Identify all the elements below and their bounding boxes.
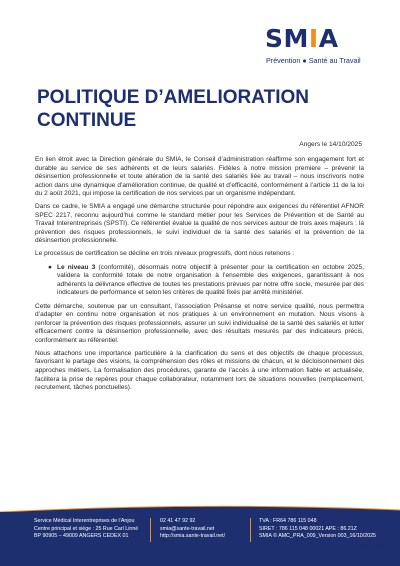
bullet-icon: ● bbox=[48, 263, 52, 271]
document-date: Angers le 14/10/2025 bbox=[299, 141, 362, 148]
footer-address: Service Médical Interentreprises de l’Anjou Centre principal et siège : 25 Rue Carl Linné BP 90905 – 49009 ANGERS CEDEX 01 bbox=[34, 518, 139, 540]
footer-divider bbox=[150, 518, 151, 542]
list-item bbox=[48, 263, 364, 298]
footer-legal: TVA : FR64 786 115 048 SIRET : 786 115 048 00021 APE : 86.21Z SMIA © AMC_PRA_009_Version 003_16/10/2025 bbox=[259, 518, 376, 540]
footer-divider bbox=[250, 518, 251, 542]
list-item-text: (conformité), désormais notre objectif à présenter pour la certification en octobre 2025, validera la conformité totale de notre organisation à l’ensemble des exigences, garantissant à nos adhérents la délivrance effective de toutes les prestations prévues par notre offre socle, mesurée par des indicateurs de performance et selon les critères de qualité fixés par arrêté ministériel. bbox=[57, 263, 364, 297]
list-item-bold: Le niveau 3 bbox=[57, 263, 96, 271]
logo-wordmark: SMIA bbox=[265, 24, 339, 53]
paragraph: En lien étroit avec la Direction générale du SMIA, le Conseil d’administration réaffirme son engagement fort et durable au service de ses adhérents et de leurs salariés. Fidèles à notre mission première – prévenir la désinsertion professionnelle et toute altération de la santé des salariés liée au travail – nous inscrivons notre action dans une dynamique d’amélioration continue, de qualité et d’efficacité, conformément à l’article 11 de la loi du 2 août 2021, qui impose la certification de nos services par un organisme indépendant. bbox=[35, 156, 364, 198]
document-title: POLITIQUE D’AMELIORATION CONTINUE bbox=[37, 87, 309, 131]
certification-level-list bbox=[35, 264, 364, 298]
paragraph: Cette démarche, soutenue par un consultant, l’association Présanse et notre service qualité, nous permettra d’adapter en continu notre organisation et nos pratiques à un environnement en mutation. Nous visons à renforcer la prévention des risques professionnels, assurer un suivi individualisé de la santé des salariés et lutter efficacement contre la désinsertion professionnelle, avec des résultats mesurés par des indicateurs précis, conformément au référentiel. bbox=[35, 302, 364, 344]
paragraph: Nous attachons une importance particulière à la clarification du sens et des objectifs de chaque processus, favorisant le partage des visions, la compréhension des rôles et missions de chacun, et le décloisonnement des approches métiers. La formalisation des procédures, garante de l’accès à une information fiable et actualisée, facilitera la prise de repères pour chaque collaborateur, notamment lors de situations nouvelles (remplacement, recrutement, tâches ponctuelles). bbox=[35, 349, 364, 392]
footer-phone: 02 41 47 92 92 bbox=[160, 518, 196, 524]
paragraph: Le processus de certification se décline en trois niveaux progressifs, dont nous retenons : bbox=[35, 250, 295, 258]
paragraph: Dans ce cadre, le SMIA a engagé une démarche structurée pour répondre aux exigences du référentiel AFNOR SPEC 2217, reconnu aujourd’hui comme le standard métier pour les Services de Prévention et de Santé au Travail Interentreprises (SPSTI). Ce référentiel évalue la qualité de nos services autour de trois axes majeurs : la prévention des risques professionnels, le suivi individuel de la santé des salariés et la prévention de la désinsertion professionnelle. bbox=[35, 203, 364, 245]
footer-email-link[interactable]: smia@sante-travail.net bbox=[160, 525, 215, 532]
logo-tagline: Prévention ● Santé au Travail bbox=[266, 56, 361, 65]
footer bbox=[0, 512, 400, 566]
page-number: Page 1 sur 2 bbox=[357, 544, 389, 550]
footer-website-link[interactable]: http://smia.sante-travail.net/ bbox=[160, 533, 226, 540]
smia-logo bbox=[265, 24, 377, 70]
footer-contact bbox=[160, 518, 225, 541]
document-body bbox=[35, 156, 364, 397]
